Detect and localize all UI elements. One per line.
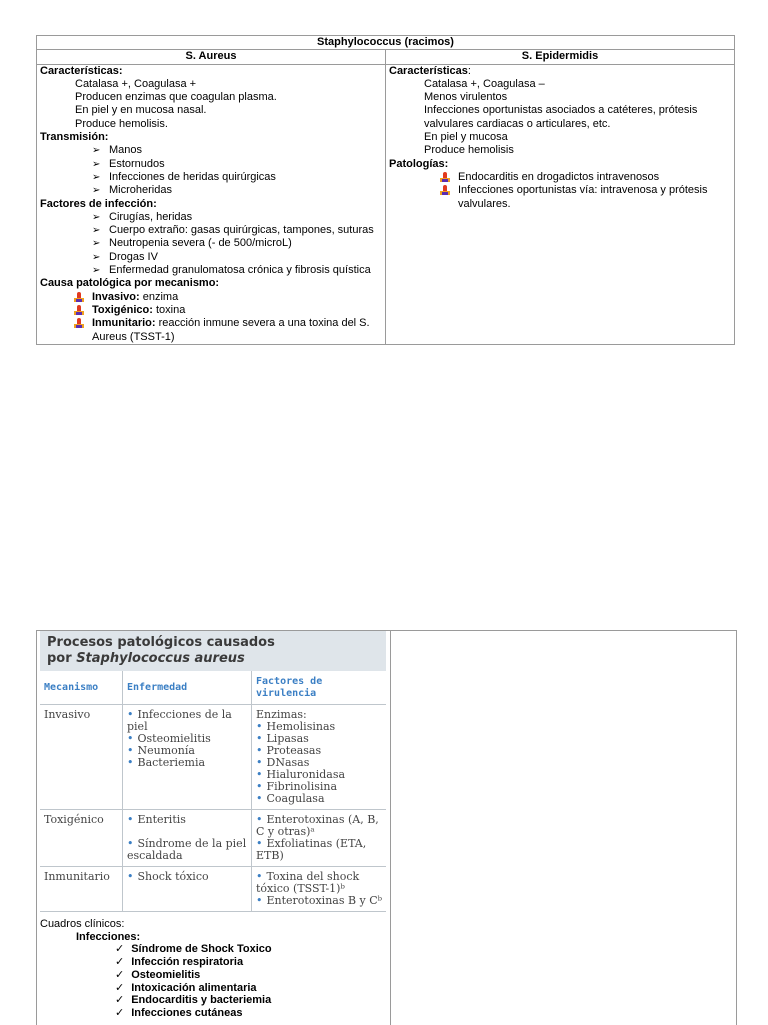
list-item: ✓ Intoxicación alimentaria — [115, 981, 257, 994]
text-line: Produce hemolisis — [424, 144, 514, 157]
text-line: En piel y en mucosa nasal. — [75, 104, 207, 117]
column-header: Enfermedad — [123, 671, 252, 705]
list-item: ➢ Manos — [92, 144, 143, 157]
cuadros-label: Cuadros clínicos: — [40, 918, 125, 930]
staphylococcus-table — [36, 35, 735, 345]
section-label: Transmisión: — [40, 131, 109, 144]
table-row — [40, 810, 386, 867]
list-item: ➢ Drogas IV — [92, 250, 158, 263]
text-line: Producen enzimas que coagulan plasma. — [75, 91, 277, 104]
column-header: Factores de virulencia — [252, 671, 387, 705]
header-s-epidermidis: S. Epidermidis — [386, 50, 735, 64]
arrow-bullet-icon: ➢ — [92, 211, 101, 223]
text-line: En piel y mucosa — [424, 131, 508, 144]
arrow-bullet-icon: ➢ — [92, 185, 101, 197]
text-line: Menos virulentos — [424, 91, 508, 104]
arrow-bullet-icon: ➢ — [92, 171, 101, 183]
enfermedad-cell: • Enteritis • Síndrome de la piel escaldada — [123, 810, 252, 867]
section-label: Patologías: — [389, 157, 449, 170]
factores-cell: Enzimas: • Hemolisinas • Lipasas • Proteasas • DNasas • Hialuronidasa • Fibrinolisina • Coagulasa — [252, 705, 387, 810]
list-item: Infecciones oportunistas vía: intravenosa y prótesis valvulares. — [389, 184, 731, 211]
arrow-bullet-icon: ➢ — [92, 145, 101, 157]
check-icon: ✓ — [115, 981, 125, 994]
figure-table — [40, 671, 386, 912]
section-label: Factores de infección: — [40, 197, 157, 210]
list-item: ➢ Microheridas — [92, 184, 172, 197]
figure-box — [40, 631, 386, 912]
section-label: Características: — [40, 64, 123, 77]
list-item: ✓ Síndrome de Shock Toxico — [115, 943, 272, 956]
list-item: ➢ Infecciones de heridas quirúrgicas — [92, 170, 276, 183]
section-label: Causa patológica por mecanismo: — [40, 277, 220, 290]
fire-bullet-icon — [440, 172, 450, 183]
arrow-bullet-icon: ➢ — [92, 251, 101, 263]
list-item: Endocarditis en drogadictos intravenosos — [389, 171, 731, 184]
section-label: Características: — [389, 64, 471, 77]
list-item: ➢ Cirugías, heridas — [92, 210, 193, 223]
s-epidermidis-cell — [386, 64, 735, 344]
factores-cell: • Enterotoxinas (A, B, C y otras)ᵃ • Exfoliatinas (ETA, ETB) — [252, 810, 387, 867]
column-divider — [390, 631, 391, 1025]
mecanismo-cell: Invasivo — [40, 705, 123, 810]
check-icon: ✓ — [115, 968, 125, 981]
header-s-aureus: S. Aureus — [37, 50, 386, 64]
factores-cell: • Toxina del shock tóxico (TSST-1)ᵇ • Enterotoxinas B y Cᵇ — [252, 867, 387, 912]
check-icon: ✓ — [115, 956, 125, 969]
check-icon: ✓ — [115, 943, 125, 956]
list-item: Invasivo: enzima — [40, 291, 382, 304]
arrow-bullet-icon: ➢ — [92, 238, 101, 250]
list-item: Inmunitario: reacción inmune severa a una toxina del S. Aureus (TSST-1) — [40, 317, 382, 344]
bottom-table — [36, 630, 737, 1025]
arrow-bullet-icon: ➢ — [92, 158, 101, 170]
arrow-bullet-icon: ➢ — [92, 225, 101, 237]
fire-bullet-icon — [74, 305, 84, 316]
text-line: Produce hemolisis. — [75, 117, 168, 130]
mecanismo-cell: Toxigénico — [40, 810, 123, 867]
fire-bullet-icon — [440, 185, 450, 196]
figure-title: Procesos patológicos causados por Staphylococcus aureus — [40, 631, 386, 671]
table-row — [40, 867, 386, 912]
table-title: Staphylococcus (racimos) — [37, 36, 735, 50]
list-item: ➢ Neutropenia severa (- de 500/microL) — [92, 237, 292, 250]
mecanismo-cell: Inmunitario — [40, 867, 123, 912]
enfermedad-cell: • Infecciones de la piel • Osteomielitis • Neumonía • Bacteriemia — [123, 705, 252, 810]
text-line: Infecciones oportunistas asociados a catéteres, prótesis valvulares cardiacas o articulares, etc. — [424, 104, 698, 130]
list-item: ➢ Estornudos — [92, 157, 165, 170]
s-aureus-cell — [37, 64, 386, 344]
list-item: ✓ Osteomielitis — [115, 968, 201, 981]
column-header: Mecanismo — [40, 671, 123, 705]
check-icon: ✓ — [115, 994, 125, 1007]
cuadros-clinicos — [40, 918, 272, 1020]
text-line: Catalasa +, Coagulasa + — [75, 77, 197, 90]
check-icon: ✓ — [115, 1006, 125, 1019]
fire-bullet-icon — [74, 318, 84, 329]
list-item: ➢ Cuerpo extraño: gasas quirúrgicas, tampones, suturas — [92, 224, 374, 237]
enfermedad-cell: • Shock tóxico — [123, 867, 252, 912]
fire-bullet-icon — [74, 292, 84, 303]
list-item: Toxigénico: toxina — [40, 304, 382, 317]
infecciones-label: Infecciones: — [76, 930, 141, 943]
list-item: ✓ Infecciones cutáneas — [115, 1006, 243, 1019]
list-item: ✓ Endocarditis y bacteriemia — [115, 994, 272, 1007]
arrow-bullet-icon: ➢ — [92, 265, 101, 277]
text-line: Catalasa +, Coagulasa – — [424, 77, 545, 90]
list-item: ➢ Enfermedad granulomatosa crónica y fibrosis quística — [92, 264, 371, 277]
table-row — [40, 705, 386, 810]
list-item: ✓ Infección respiratoria — [115, 956, 244, 969]
